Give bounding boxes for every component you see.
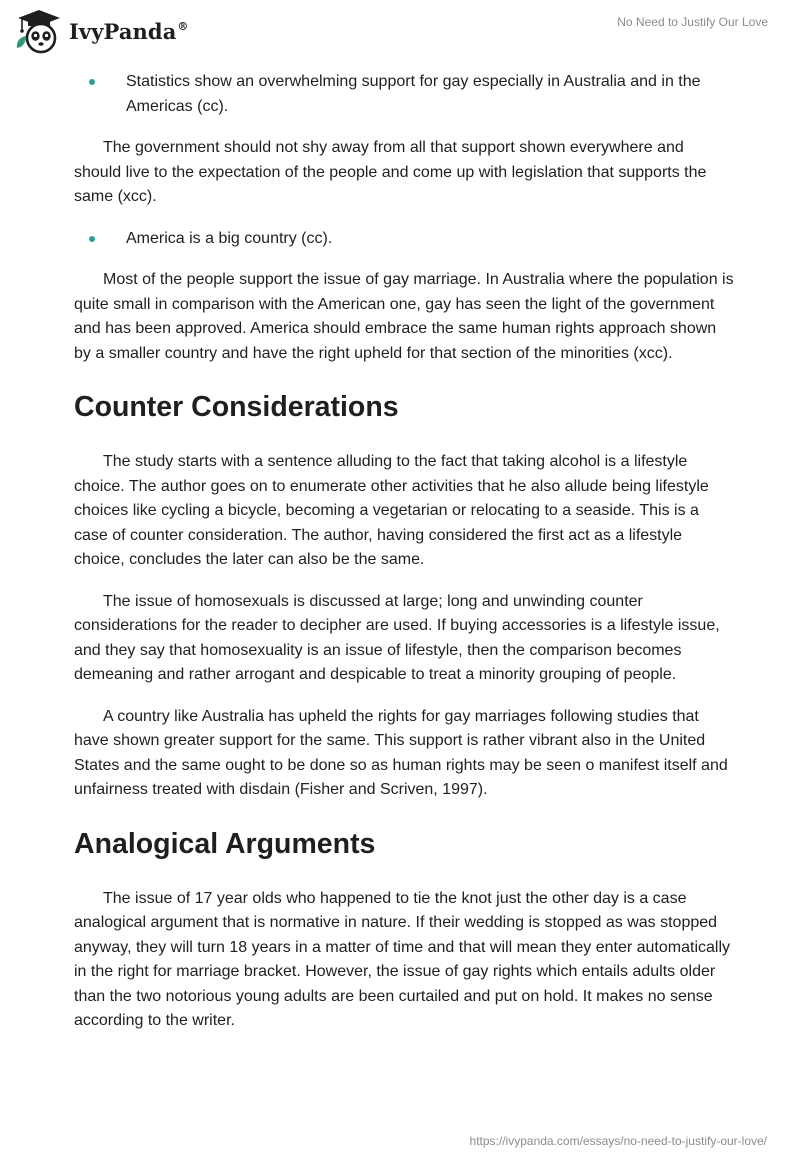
paragraph: Most of the people support the issue of gay marriage. In Australia where the population is quite small in comparison with the American one, gay has seen the light of the government and has been approved. America should embrace the same human rights approach shown by a smaller country and have the right upheld for that section of the minorities (xcc). [74,271,734,362]
list-item [74,70,734,119]
section-heading: Counter Considerations [74,391,399,423]
list-item [74,227,734,252]
bullet-icon [89,236,95,242]
paragraph: The government should not shy away from all that support shown everywhere and should live to the expectation of the people and come up with legislation that supports the same (xcc). [74,139,707,205]
paragraph: The issue of 17 year olds who happened to tie the knot just the other day is a case analogical argument that is normative in nature. If their wedding is stopped as was stopped anyway, they will turn 18 years in a matter of time and that will mean they enter automatically in the right for marriage bracket. However, the issue of gay rights which entails adults older than the two notorious young adults are been curtailed and put on hold. It makes no sense according to the writer. [74,889,731,1029]
panda-logo-icon [14,8,64,54]
source-url[interactable]: https://ivypanda.com/essays/no-need-to-justify-our-love/ [469,1134,767,1148]
brand-logo[interactable] [14,8,189,54]
section-heading: Analogical Arguments [74,827,376,860]
bullet-icon [89,79,95,85]
paragraph: A country like Australia has upheld the rights for gay marriages following studies that have shown greater support for the same. This support is rather vibrant also in the United States and the same ought to be done so as human rights may be seen o manifest itself and unfairness treated with disdain (Fisher and Scriven, 1997). [74,707,728,798]
paragraph: The study starts with a sentence alluding to the fact that taking alcohol is a lifestyle choice. The author goes on to enumerate other activities that he also allude being lifestyle choices like cycling a bicycle, becoming a vegetarian or relocating to a seaside. This is a case of counter consideration. The author, having considered the first act as a lifestyle choice, concludes the later can also be the same. [74,453,709,568]
document-title: No Need to Justify Our Love [617,15,768,29]
essay-content [74,70,734,1051]
brand-name: IvyPanda® [69,18,189,44]
list-item-text: America is a big country (cc). [126,229,333,247]
list-item-text: Statistics show an overwhelming support for gay especially in Australia and in the Americas (cc). [126,73,701,115]
page-header [0,0,800,60]
paragraph: The issue of homosexuals is discussed at large; long and unwinding counter considerations for the reader to decipher are used. If buying accessories is a lifestyle issue, and they say that homosexuality is an issue of lifestyle, then the comparison becomes demeaning and rather arrogant and despicable to treat a minority grouping of people. [74,592,720,683]
